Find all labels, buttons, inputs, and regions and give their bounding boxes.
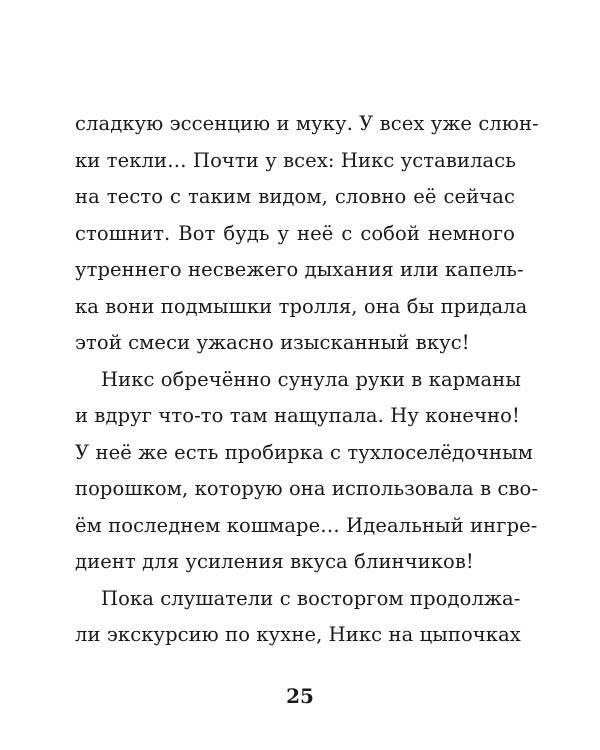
paragraph-first-line: Пока слушатели с восторгом продолжа- [101, 586, 521, 610]
paragraph-first-line: Никс обречённо сунула руки в карманы [101, 367, 521, 391]
text-line: утреннего несвежего дыхания или капель- [75, 258, 524, 281]
text-line: ка вони подмышки тролля, она бы придала [75, 294, 528, 318]
page-number: 25 [286, 684, 314, 708]
text-line: ли экскурсию по кухне, Никс на цыпочках [75, 623, 521, 646]
text-line: и вдруг что-то там нащупала. Ну конечно! [75, 404, 520, 427]
text-line: на тесто с таким видом, словно её сейчас [75, 185, 515, 208]
text-line: диент для усиления вкуса блинчиков! [75, 550, 474, 573]
text-line: этой смеси ужасно изысканный вкус! [75, 331, 470, 354]
text-line: порошком, которую она использовала в сво- [75, 477, 539, 500]
text-line: У неё же есть пробирка с тухлоселёдочным [75, 440, 533, 464]
body-text [75, 106, 539, 654]
text-line: сладкую эссенцию и муку. У всех уже слюн- [75, 112, 539, 135]
text-line: стошнит. Вот будь у неё с собой немного [75, 221, 515, 245]
text-line: ём последнем кошмаре… Идеальный ингре- [75, 513, 538, 537]
text-line: ки текли… Почти у всех: Никс уставилась [75, 148, 517, 172]
